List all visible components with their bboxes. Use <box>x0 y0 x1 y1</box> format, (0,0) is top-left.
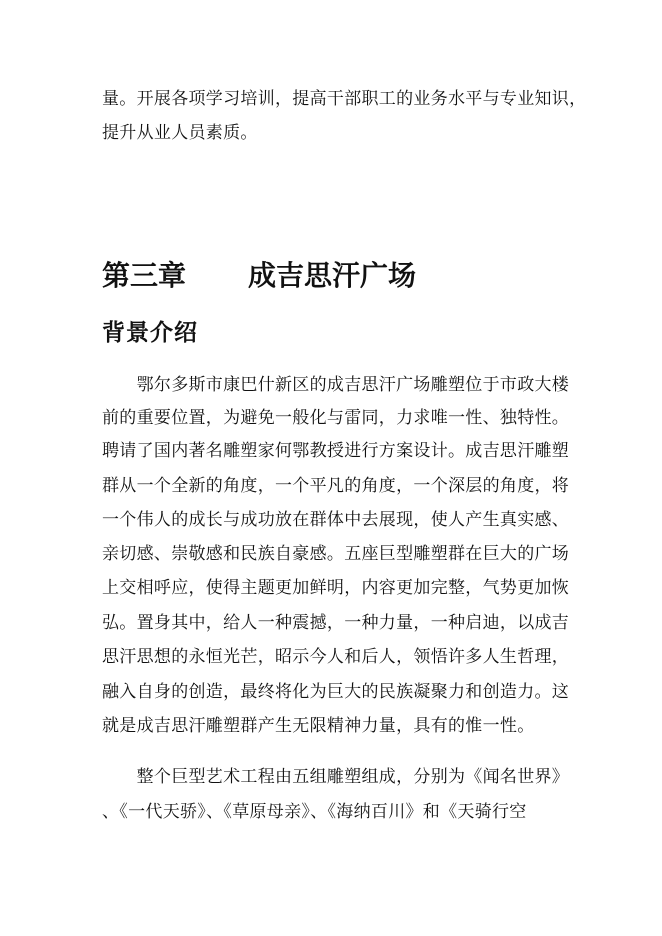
paragraph-line: 融入自身的创造，最终将化为巨大的民族凝聚力和创造力。这 <box>102 682 570 702</box>
chapter-heading <box>102 258 416 294</box>
paragraph-line: 亲切感、崇敬感和民族自豪感。五座巨型雕塑群在巨大的广场 <box>102 544 570 564</box>
intro-line: 量。开展各项学习培训，提高干部职工的业务水平与专业知识， <box>102 89 587 109</box>
chapter-number: 第三章 <box>102 259 187 292</box>
paragraph-line: 前的重要位置，为避免一般化与雷同，力求唯一性、独特性。 <box>102 408 570 428</box>
paragraph-line: 鄂尔多斯市康巴什新区的成吉思汗广场雕塑位于市政大楼 <box>102 375 570 395</box>
paragraph-line: 群从一个全新的角度，一个平凡的角度，一个深层的角度，将 <box>102 476 570 496</box>
chapter-title: 成吉思汗广场 <box>248 259 417 292</box>
paragraph-line: 思汗思想的永恒光芒，昭示今人和后人，领悟许多人生哲理， <box>102 647 570 667</box>
paragraph-line: 上交相呼应，使得主题更加鲜明，内容更加完整，气势更加恢 <box>102 578 570 598</box>
paragraph-line: 就是成吉思汗雕塑群产生无限精神力量，具有的惟一性。 <box>102 716 535 736</box>
paragraph-line: 整个巨型艺术工程由五组雕塑组成，分别为《闻名世界》 <box>102 767 570 787</box>
paragraph-line: 弘。置身其中，给人一种震撼，一种力量，一种启迪，以成吉 <box>102 613 570 633</box>
paragraph-line: 、《一代天骄》、《草原母亲》、《海纳百川》和《天骑行空 <box>102 802 527 822</box>
paragraph-line: 聘请了国内著名雕塑家何鄂教授进行方案设计。成吉思汗雕塑 <box>102 441 570 461</box>
paragraph-line: 一个伟人的成长与成功放在群体中去展现，使人产生真实感、 <box>102 510 570 530</box>
intro-line: 提升从业人员素质。 <box>102 123 258 143</box>
section-title: 背景介绍 <box>102 320 198 346</box>
